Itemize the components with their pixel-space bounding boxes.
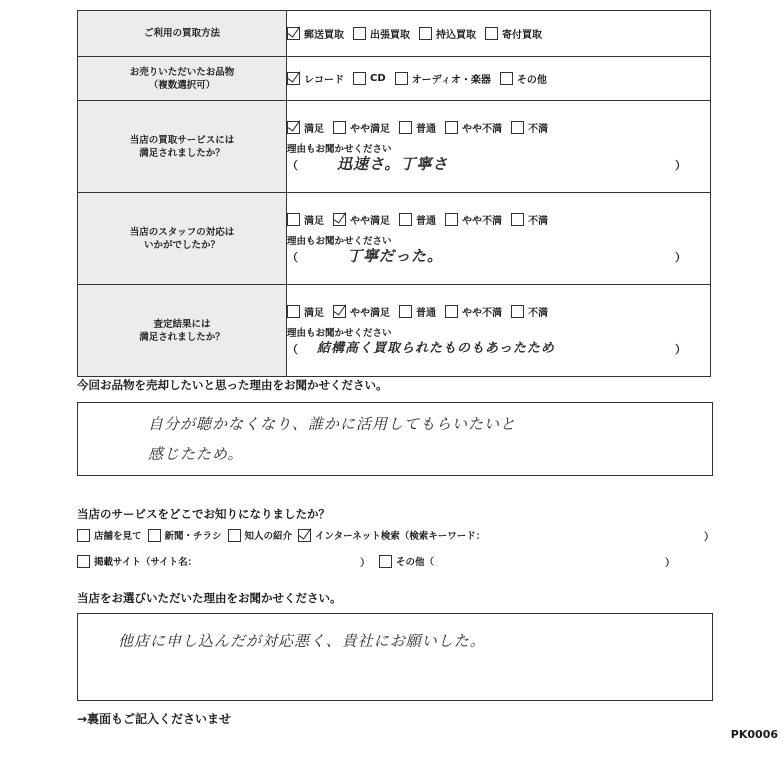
option-somewhat-dissatisfied[interactable]: やや不満 (445, 120, 502, 135)
checkbox[interactable] (445, 305, 458, 318)
options-service-satisfaction (287, 120, 710, 135)
option-satisfied[interactable]: 満足 (287, 304, 324, 319)
checkbox[interactable] (333, 121, 346, 134)
sell-reason-line2: 感じたため。 (148, 445, 244, 463)
checkbox[interactable] (511, 121, 524, 134)
checkbox[interactable] (353, 72, 366, 85)
option-neutral[interactable]: 普通 (399, 304, 436, 319)
sell-reason-line1: 自分が聴かなくなり、誰かに活用してもらいたいと (148, 415, 517, 433)
question-service-satisfaction (78, 101, 287, 193)
option-somewhat-satisfied[interactable]: やや満足 (333, 304, 390, 319)
document-code: PK0006 (730, 728, 778, 741)
checkbox[interactable] (77, 555, 90, 568)
option-audio[interactable]: オーディオ・楽器 (395, 71, 491, 86)
options-items-sold (287, 71, 710, 86)
choose-reason-text: 他店に申し込んだが対応悪く、貴社にお願いした。 (118, 632, 486, 650)
option-dissatisfied[interactable]: 不満 (511, 304, 548, 319)
answer-staff-satisfaction (287, 193, 711, 285)
survey-table (77, 10, 711, 377)
checkbox[interactable] (419, 27, 432, 40)
options-staff-satisfaction (287, 212, 710, 227)
reason-handwriting-service: 迅速さ。丁寧さ (337, 155, 449, 173)
checkbox[interactable] (500, 72, 513, 85)
option-record[interactable]: レコード (287, 71, 344, 86)
checkbox[interactable] (148, 529, 161, 542)
choose-reason-box[interactable] (77, 613, 713, 701)
checkbox[interactable] (77, 529, 90, 542)
checkbox-checked[interactable] (287, 72, 300, 85)
paren-close: ） (665, 558, 675, 569)
option-listing-site[interactable]: 掲載サイト（サイト名： (77, 554, 197, 568)
question-appraisal-satisfaction (78, 285, 287, 377)
option-donation[interactable]: 寄付買取 (485, 26, 542, 41)
sell-reason-box[interactable] (77, 402, 713, 476)
checkbox-checked[interactable] (298, 529, 311, 542)
checkbox[interactable] (399, 121, 412, 134)
reason-line-service[interactable] (287, 155, 710, 173)
option-internet[interactable]: インターネット検索（検索キーワード： (298, 528, 485, 542)
checkbox[interactable] (445, 213, 458, 226)
reason-line-staff[interactable] (287, 247, 710, 265)
checkbox[interactable] (395, 72, 408, 85)
option-dissatisfied[interactable]: 不満 (511, 120, 548, 135)
checkbox-checked[interactable] (333, 213, 346, 226)
reason-label: 理由もお聞かせください (287, 144, 392, 155)
row-purchase-method (78, 11, 711, 57)
checkbox-checked[interactable] (333, 305, 346, 318)
checkbox[interactable] (399, 305, 412, 318)
option-neutral[interactable]: 普通 (399, 120, 436, 135)
reason-line-appraisal[interactable] (287, 339, 710, 357)
row-appraisal-satisfaction (78, 285, 711, 377)
checkbox[interactable] (287, 305, 300, 318)
row-staff-satisfaction (78, 193, 711, 285)
option-bring-in[interactable]: 持込買取 (419, 26, 476, 41)
question-appraisal-satisfaction-text: 査定結果には 満足されましたか？ (139, 318, 225, 343)
answer-purchase-method (287, 11, 711, 57)
option-satisfied[interactable]: 満足 (287, 212, 324, 227)
question-purchase-method: ご利用の買取方法 (78, 11, 287, 57)
how-known-row2-other (379, 554, 440, 568)
option-somewhat-dissatisfied[interactable]: やや不満 (445, 212, 502, 227)
option-referral[interactable]: 知人の紹介 (228, 528, 293, 542)
reason-label: 理由もお聞かせください (287, 328, 392, 339)
question-items-sold (78, 57, 287, 101)
option-newspaper[interactable]: 新聞・チラシ (148, 528, 222, 542)
checkbox[interactable] (511, 305, 524, 318)
how-known-row1 (77, 528, 717, 542)
option-cd[interactable]: CD (353, 72, 386, 85)
reason-handwriting-staff: 丁寧だった。 (347, 247, 444, 265)
row-service-satisfaction (78, 101, 711, 193)
option-other-item[interactable]: その他 (500, 71, 547, 86)
paren-close: ） (360, 558, 370, 569)
checkbox[interactable] (353, 27, 366, 40)
question-items-sold-text: お売りいただいたお品物 （複数選択可） (129, 66, 235, 91)
option-mail[interactable]: 郵送買取 (287, 26, 344, 41)
option-neutral[interactable]: 普通 (399, 212, 436, 227)
options-purchase-method (287, 26, 710, 41)
checkbox[interactable] (485, 27, 498, 40)
choose-reason-title: 当店をお選びいただいた理由をお聞かせください。 (77, 591, 342, 605)
checkbox[interactable] (287, 213, 300, 226)
how-known-title: 当店のサービスをどこでお知りになりましたか？ (77, 507, 330, 521)
question-staff-satisfaction (78, 193, 287, 285)
how-known-row2 (77, 554, 203, 568)
paren-close: ） (675, 343, 686, 356)
paren-close: ） (675, 159, 686, 172)
option-store[interactable]: 店舗を見て (77, 528, 142, 542)
checkbox[interactable] (379, 555, 392, 568)
checkbox[interactable] (511, 213, 524, 226)
checkbox[interactable] (445, 121, 458, 134)
options-appraisal-satisfaction (287, 304, 710, 319)
sell-reason-title: 今回お品物を売却したいと思った理由をお聞かせください。 (77, 378, 388, 392)
option-other-source[interactable]: その他（ (379, 554, 434, 568)
paren-open: （ (287, 251, 298, 264)
row-items-sold (78, 57, 711, 101)
footer-note: →裏面もご記入くださいませ (77, 712, 232, 726)
reason-handwriting-appraisal: 結構高く買取られたものもあったため (317, 341, 555, 356)
option-somewhat-satisfied[interactable]: やや満足 (333, 120, 390, 135)
checkbox[interactable] (228, 529, 241, 542)
paren-open: （ (287, 343, 298, 356)
option-satisfied[interactable]: 満足 (287, 120, 324, 135)
paren-open: （ (287, 159, 298, 172)
answer-items-sold (287, 57, 711, 101)
checkbox[interactable] (399, 213, 412, 226)
answer-appraisal-satisfaction (287, 285, 711, 377)
reason-label: 理由もお聞かせください (287, 236, 392, 247)
question-staff-satisfaction-text: 当店のスタッフの対応は いかがでしたか？ (129, 226, 235, 251)
answer-service-satisfaction (287, 101, 711, 193)
option-visit[interactable]: 出張買取 (353, 26, 410, 41)
checkbox-checked[interactable] (287, 121, 300, 134)
option-somewhat-satisfied[interactable]: やや満足 (333, 212, 390, 227)
option-somewhat-dissatisfied[interactable]: やや不満 (445, 304, 502, 319)
paren-close: ） (675, 251, 686, 264)
checkbox-checked[interactable] (287, 27, 300, 40)
question-service-satisfaction-text: 当店の買取サービスには 満足されましたか？ (129, 134, 235, 159)
paren-close: ） (704, 532, 714, 543)
option-dissatisfied[interactable]: 不満 (511, 212, 548, 227)
